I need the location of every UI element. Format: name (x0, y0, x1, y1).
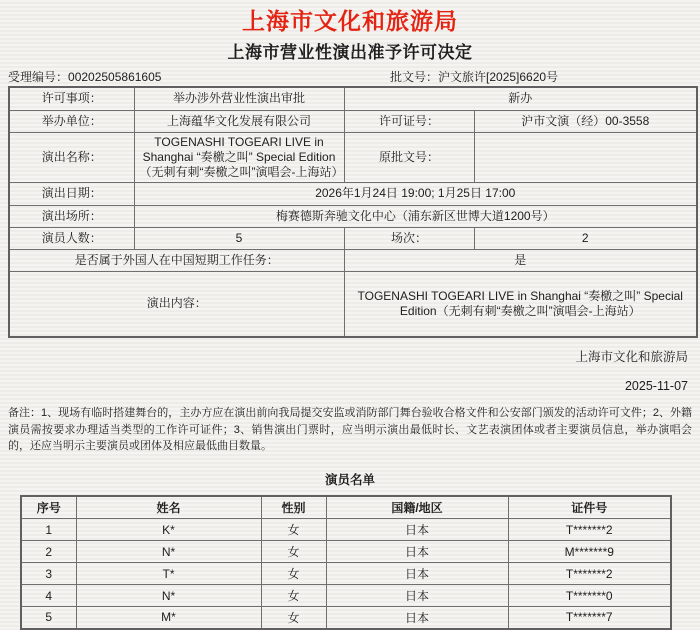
performer-name: T* (76, 563, 261, 585)
signoff-agency: 上海市文化和旅游局 (575, 350, 688, 364)
row-short-term (9, 249, 697, 271)
performer-id: T*******0 (508, 585, 671, 607)
show-date-label: 演出日期： (9, 182, 134, 205)
show-name-label: 演出名称： (9, 132, 134, 182)
performer-row (21, 585, 671, 607)
row-license-item (9, 87, 697, 110)
performer-row (21, 607, 671, 629)
license-item-type: 新办 (344, 87, 697, 110)
performer-name: N* (76, 585, 261, 607)
orig-doc-label: 原批文号： (344, 132, 474, 182)
row-show-name (9, 132, 697, 182)
license-no-label: 许可证号： (344, 110, 474, 132)
performer-row (21, 519, 671, 541)
performer-nationality: 日本 (326, 541, 508, 563)
col-header-index: 序号 (21, 496, 76, 519)
sessions-label: 场次： (344, 227, 474, 249)
notes-text: 备注：1、现场有临时搭建舞台的，主办方应在演出前向我局提交安监或消防部门舞台验收合格文件和公安部门颁发的活动许可文件；2、外籍演员需按要求办理适当类型的工作许可证件；3、销售演出门票时，应当明示演出最低时长、文艺表演团体或者主要演员信息，举办演唱会的，还应当明示主要演员或团体及相应最低曲目数量。 (8, 407, 692, 452)
performer-nationality: 日本 (326, 585, 508, 607)
sessions-value: 2 (474, 227, 697, 249)
content-label: 演出内容： (9, 271, 344, 337)
performer-gender: 女 (261, 563, 326, 585)
performer-id: T*******2 (508, 519, 671, 541)
document-title: 上海市营业性演出准予许可决定 (227, 43, 473, 62)
performer-gender: 女 (261, 519, 326, 541)
performer-gender: 女 (261, 607, 326, 629)
performer-nationality: 日本 (326, 563, 508, 585)
license-item-label: 许可事项： (9, 87, 134, 110)
approval-number-label: 批文号： (390, 70, 439, 84)
acceptance-number-label: 受理编号： (8, 70, 69, 84)
content-value: TOGENASHI TOGEARI LIVE in Shanghai “奏檄之叫” Special Edition（无刺有刺“奏檄之叫”演唱会-上海站） (344, 271, 697, 337)
signoff-date: 2025-11-07 (624, 379, 688, 393)
performers-list-title: 演员名单 (324, 472, 375, 487)
short-term-label: 是否属于外国人在中国短期工作任务： (9, 249, 344, 271)
orig-doc-value (474, 132, 697, 182)
acceptance-number (8, 68, 161, 85)
row-venue (9, 205, 697, 227)
performer-row (21, 563, 671, 585)
row-content (9, 271, 697, 337)
col-header-gender: 性别 (261, 496, 326, 519)
performers-header-row (21, 496, 671, 519)
col-header-nationality: 国籍/地区 (326, 496, 508, 519)
performer-gender: 女 (261, 585, 326, 607)
performer-id: T*******2 (508, 563, 671, 585)
performer-index: 3 (21, 563, 76, 585)
performer-id: M*******9 (508, 541, 671, 563)
venue-label: 演出场所： (9, 205, 134, 227)
agency-title: 上海市文化和旅游局 (242, 8, 458, 34)
approval-number (390, 68, 558, 85)
show-name-value: TOGENASHI TOGEARI LIVE in Shanghai “奏檄之叫” Special Edition（无刺有刺“奏檄之叫”演唱会-上海站） (134, 132, 344, 182)
performer-name: N* (76, 541, 261, 563)
meta-row (8, 68, 692, 83)
performer-index: 4 (21, 585, 76, 607)
col-header-name: 姓名 (76, 496, 261, 519)
signoff (0, 347, 700, 393)
performer-nationality: 日本 (326, 519, 508, 541)
venue-value: 梅赛德斯奔驰文化中心（浦东新区世博大道1200号） (134, 205, 697, 227)
performer-nationality: 日本 (326, 607, 508, 629)
performer-id: T*******7 (508, 607, 671, 629)
performer-row (21, 541, 671, 563)
show-date-value: 2026年1月24日 19:00; 1月25日 17:00 (134, 182, 697, 205)
col-header-id: 证件号 (508, 496, 671, 519)
acceptance-number-value: 00202505861605 (68, 70, 162, 84)
performer-name: K* (76, 519, 261, 541)
performers-table (20, 495, 672, 630)
short-term-value: 是 (344, 249, 697, 271)
row-counts (9, 227, 697, 249)
performer-index: 2 (21, 541, 76, 563)
license-no-value: 沪市文演（经）00-3558 (474, 110, 697, 132)
row-show-date (9, 182, 697, 205)
performer-index: 5 (21, 607, 76, 629)
license-item-value: 举办涉外营业性演出审批 (134, 87, 344, 110)
approval-number-value: 沪文旅许[2025]6620号 (438, 70, 559, 84)
performer-index: 1 (21, 519, 76, 541)
license-table (8, 86, 698, 338)
row-organizer (9, 110, 697, 132)
organizer-value: 上海蕴华文化发展有限公司 (134, 110, 344, 132)
performer-count-value: 5 (134, 227, 344, 249)
performer-gender: 女 (261, 541, 326, 563)
organizer-label: 举办单位： (9, 110, 134, 132)
performer-name: M* (76, 607, 261, 629)
performer-count-label: 演员人数： (9, 227, 134, 249)
